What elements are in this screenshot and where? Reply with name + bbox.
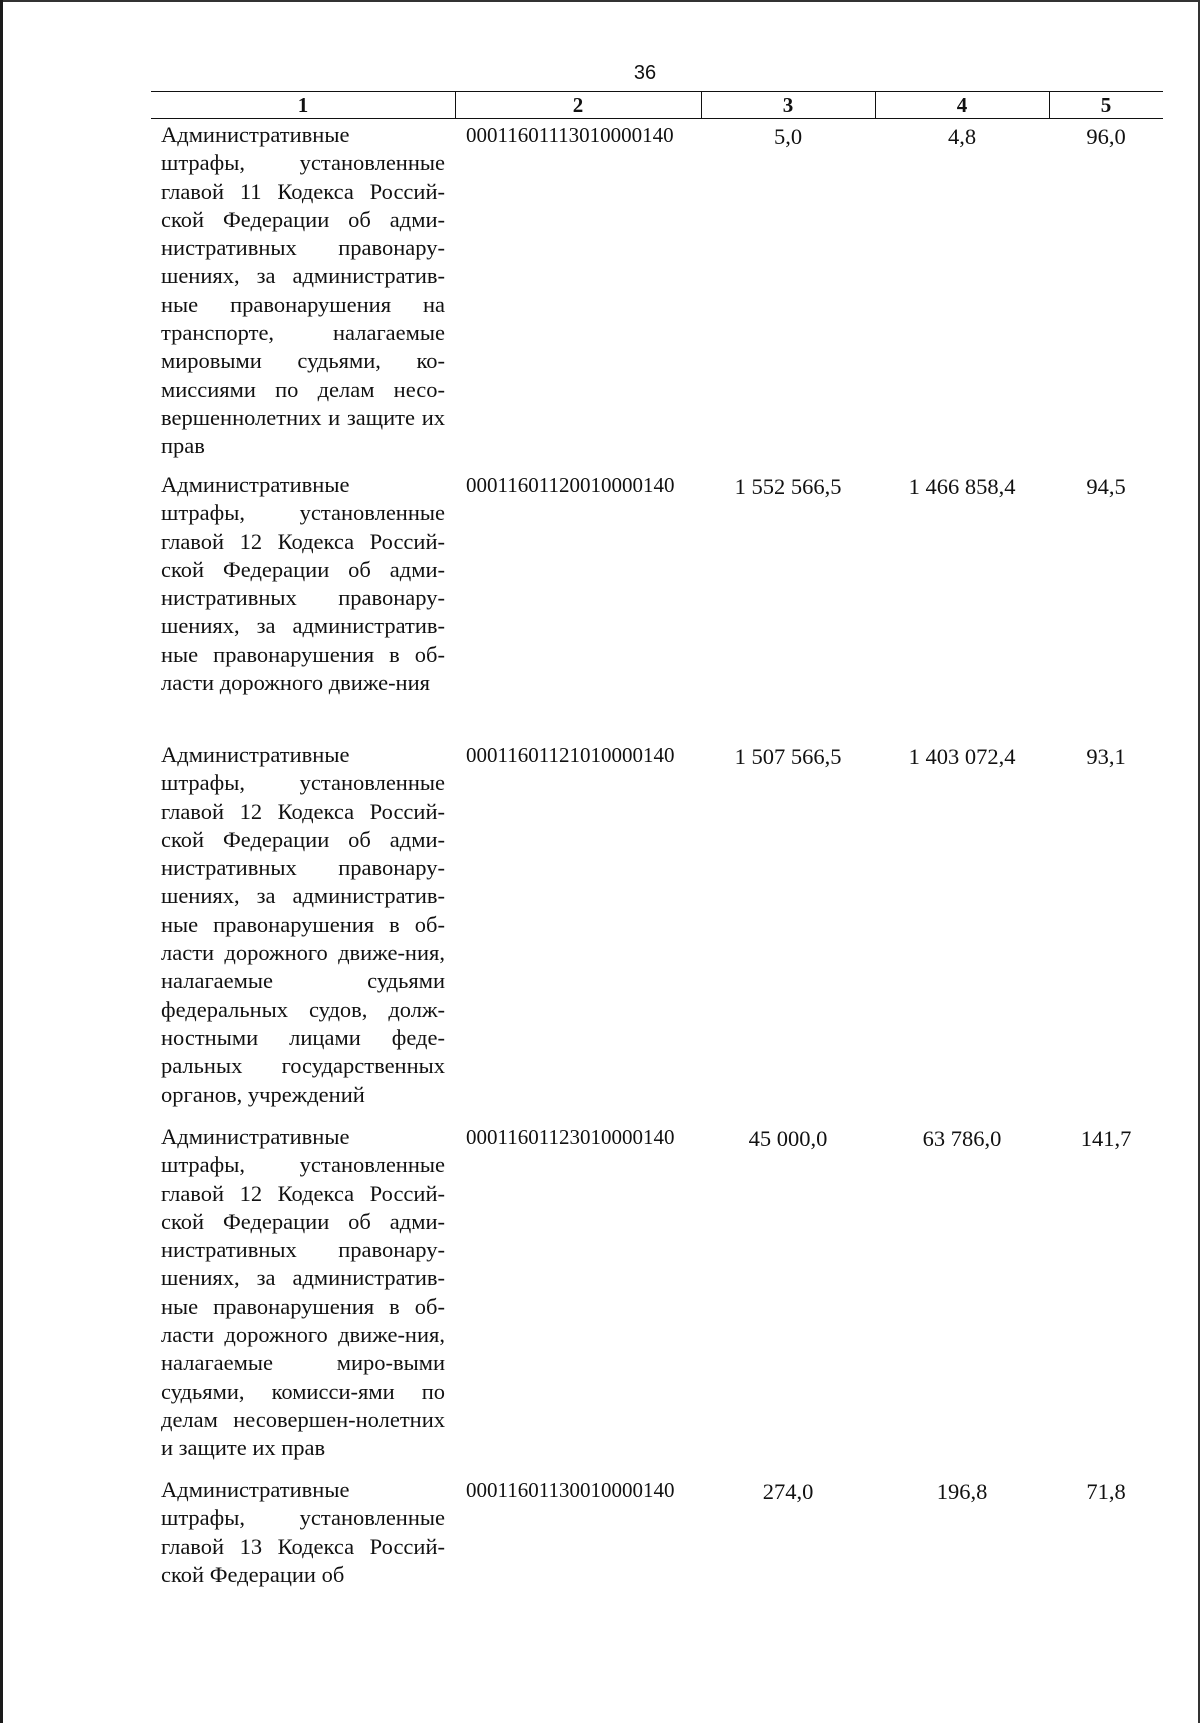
header-col-1: 1: [151, 92, 456, 118]
row-col4-value: 1 466 858,4: [908, 474, 1016, 499]
row-col4-value: 1 403 072,4: [908, 744, 1016, 769]
scan-edge-left: [0, 0, 3, 1723]
row-col5-value: 71,8: [1086, 1479, 1126, 1504]
row-col4-value: 196,8: [936, 1479, 988, 1504]
row-code: 00011601121010000140: [466, 743, 675, 767]
row-code: 00011601120010000140: [466, 473, 675, 497]
row-description: Административные штрафы, установленные главой 12 Кодекса Россий-ской Федерации об адми-нистративных правонару-шениях, за административ-ные правонарушения в об-ласти дорожного движе-ния, налагаемые судьями федеральных судов, долж-ностными лицами феде-ральных государственных органов, учреждений: [161, 742, 445, 1107]
row-col5-value: 141,7: [1080, 1126, 1132, 1151]
row-col5-value: 96,0: [1086, 124, 1126, 149]
header-col-4: 4: [875, 92, 1050, 118]
row-col3-value: 45 000,0: [748, 1126, 828, 1151]
header-col-3: 3: [701, 92, 876, 118]
row-col3-value: 274,0: [762, 1479, 814, 1504]
header-col-2: 2: [455, 92, 702, 118]
row-col3-value: 1 507 566,5: [734, 744, 842, 769]
scan-edge-top: [0, 0, 1200, 2]
header-col-5: 5: [1100, 93, 1112, 117]
row-description: Административные штрафы, установленные главой 12 Кодекса Россий-ской Федерации об адми-нистративных правонару-шениях, за административ-ные правонарушения в об-ласти дорожного движе-ния: [161, 472, 445, 696]
row-col5-value: 94,5: [1086, 474, 1126, 499]
row-code: 00011601130010000140: [466, 1478, 675, 1502]
row-description: Административные штрафы, установленные главой 11 Кодекса Россий-ской Федерации об адми-нистративных правонару-шениях, за административ-ные правонарушения на транспорте, налагаемые мировыми судьями, ко-миссиями по делам несо-вершеннолетних и защите их прав: [161, 122, 445, 459]
row-col5-value: 93,1: [1086, 744, 1126, 769]
table-header-row: [151, 91, 1163, 119]
row-col3-value: 1 552 566,5: [734, 474, 842, 499]
row-col4-value: 4,8: [947, 124, 977, 149]
row-col4-value: 63 786,0: [922, 1126, 1002, 1151]
row-description: Административные штрафы, установленные главой 12 Кодекса Россий-ской Федерации об адми-нистративных правонару-шениях, за административ-ные правонарушения в об-ласти дорожного движе-ния, налагаемые миро-выми судьями, комисси-ями по делам несовершен-нолетних и защите их прав: [161, 1124, 445, 1461]
data-table: [151, 91, 1163, 1587]
row-col3-value: 5,0: [773, 124, 803, 149]
row-code: 00011601123010000140: [466, 1125, 675, 1149]
row-code: 00011601113010000140: [466, 123, 674, 147]
row-description: Административные штрафы, установленные главой 13 Кодекса Россий-ской Федерации об: [161, 1477, 445, 1587]
page-number: 36: [633, 62, 657, 84]
